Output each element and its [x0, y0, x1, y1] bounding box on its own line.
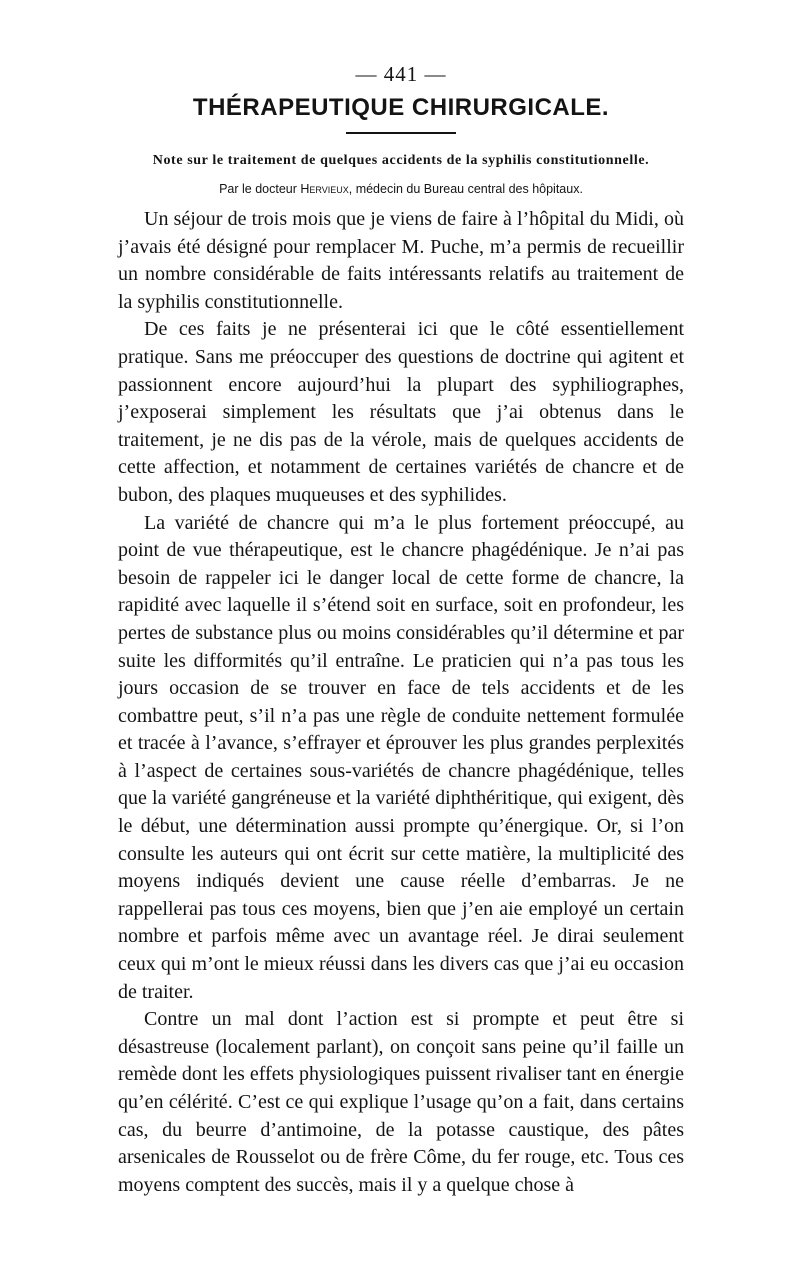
- book-page: [118, 58, 684, 1199]
- section-title: THÉRAPEUTIQUE CHIRURGICALE.: [192, 94, 610, 121]
- page-number: — 441 —: [355, 62, 447, 86]
- byline: [118, 180, 684, 198]
- title-rule: [346, 132, 456, 134]
- body-text: [118, 206, 684, 1199]
- byline-suffix: , médecin du Bureau central des hôpitaux.: [348, 182, 583, 196]
- byline-prefix: Par le docteur: [219, 182, 301, 196]
- note-title: Note sur le traitement de quelques accidents de la syphilis constitutionnelle.: [152, 153, 650, 168]
- paragraph-2: De ces faits je ne présenterai ici que le côté essentiellement pratique. Sans me préoccuper des questions de doctrine qui agitent et passionnent encore aujourd’hui la plupart des syphiliographes, j’exposerai simplement les résultats que j’ai obtenus dans le traitement, je ne dis pas de la vérole, mais de quelques accidents de cette affection, et notamment de certaines variétés de chancre et de bubon, des plaques muqueuses et des syphilides.: [118, 318, 684, 506]
- paragraph-3: La variété de chancre qui m’a le plus fortement préoccupé, au point de vue thérapeutique, est le chancre phagédénique. Je n’ai pas besoin de rappeler ici le danger local de cette forme de chancre, la rapidité avec laquelle il s’étend soit en surface, soit en profondeur, les pertes de substance plus ou moins considérables qu’il détermine et par suite les difformités qu’il entraîne. Le praticien qui n’a pas tous les jours occasion de se trouver en face de tels accidents et de les combattre peut, s’il n’a pas une règle de conduite nettement formulée et tracée à l’avance, s’effrayer et éprouver les plus grandes perplexités à l’aspect de certaines sous-variétés de chancre phagédénique, telles que la variété gangréneuse et la variété diphthéritique, qui exigent, dès le début, une détermination aussi prompte qu’énergique. Or, si l’on consulte les auteurs qui ont écrit sur cette matière, la multiplicité des moyens indiqués devient une cause réelle d’embarras. Je ne rappellerai pas tous ces moyens, bien que j’en aie employé un certain nombre et parfois même avec un avantage réel. Je dirai seulement ceux qui m’ont le mieux réussi dans les divers cas que j’ai eu occasion de traiter.: [118, 511, 684, 1003]
- paragraph-4: Contre un mal dont l’action est si prompte et peut être si désastreuse (localement parlant), on conçoit sans peine qu’il faille un remède dont les effets physiologiques puissent rivaliser tant en énergie qu’en célérité. C’est ce qui explique l’usage qu’on a fait, dans certains cas, du beurre d’antimoine, de la potasse caustique, des pâtes arsenicales de Rousselot ou de frère Côme, du fer rouge, etc. Tous ces moyens comptent des succès, mais il y a quelque chose à: [118, 1008, 684, 1196]
- paragraph-1: Un séjour de trois mois que je viens de faire à l’hôpital du Midi, où j’avais été désigné pour remplacer M. Puche, m’a permis de recueillir un nombre considérable de faits intéressants relatifs au traitement de la syphilis constitutionnelle.: [118, 208, 684, 313]
- byline-author: Hervieux: [300, 182, 349, 196]
